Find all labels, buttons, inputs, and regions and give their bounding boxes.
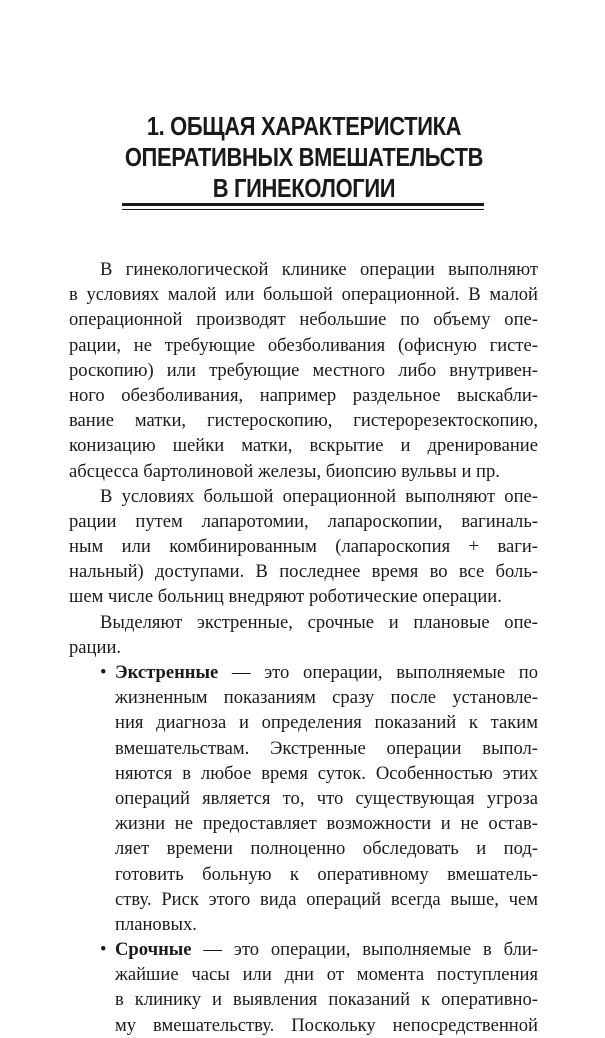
urgent-line: в клинику и выявления показаний к оперативно- xyxy=(115,989,538,1011)
emergency-line: няются в любое время суток. Особенностью этих xyxy=(115,762,538,784)
bullet-icon: • xyxy=(100,662,107,683)
heading-line-3: В ГИНЕКОЛОГИИ xyxy=(212,175,396,203)
list-item-urgent xyxy=(69,937,538,962)
paragraph1-line: вание матки, гистероскопию, гистерорезектоскопию, xyxy=(69,410,538,432)
paragraph1-line: конизацию шейки матки, вскрытие и дренирование xyxy=(69,435,538,457)
emergency-line: готовить больную к оперативному вмешатель- xyxy=(115,863,538,885)
paragraph2-line: рации путем лапаротомии, лапароскопии, вагиналь- xyxy=(69,510,538,532)
paragraph3-line: рации. xyxy=(69,636,122,658)
emergency-line: ния диагноза и определения показаний к таким xyxy=(115,712,538,734)
emergency-line: операций является то, что существующая угроза xyxy=(115,787,538,809)
urgent-first-line-rest: — это операции, выполняемые в бли- xyxy=(191,939,538,961)
paragraph2-line: нальный) доступами. В последнее время во все боль- xyxy=(69,561,538,583)
emergency-line: жизненным показаниям сразу после установле- xyxy=(115,687,538,709)
emergency-line: ству. Риск этого вида операций всегда выше, чем xyxy=(115,888,538,910)
urgent-line: му вмешательству. Поскольку непосредственной xyxy=(115,1014,538,1036)
paragraph1-line: операционной производят небольшие по объему опе- xyxy=(69,309,538,331)
paragraph1-line: ного обезболивания, например раздельное выскабли- xyxy=(69,384,538,406)
chapter-heading xyxy=(96,112,512,205)
paragraph1-line: В гинекологической клинике операции выполняют xyxy=(100,259,538,280)
urgent-line: жайшие часы или дни от момента поступления xyxy=(115,964,538,986)
heading-line-2: ОПЕРАТИВНЫХ ВМЕШАТЕЛЬСТВ xyxy=(124,144,484,172)
paragraph3-line: Выделяют экстренные, срочные и плановые опе- xyxy=(100,611,538,633)
paragraph1-line: рации, не требующие обезболивания (офисную гисте- xyxy=(69,334,538,356)
emergency-line: вмешательствам. Экстренные операции выпол- xyxy=(115,737,538,759)
heading-line-1: 1. ОБЩАЯ ХАРАКТЕРИСТИКА xyxy=(146,113,462,141)
term-emergency: Экстренные xyxy=(115,662,219,683)
emergency-line: плановых. xyxy=(115,913,197,935)
paragraph1-line: абсцесса бартолиновой железы, биопсию вульвы и пр. xyxy=(69,460,500,482)
paragraph1-line: в условиях малой или большой операционной. В малой xyxy=(69,284,538,306)
paragraph1-line: роскопию) или требующие местного либо внутривен- xyxy=(69,359,538,381)
emergency-line: ляет времени полноценно обследовать и под- xyxy=(115,838,538,860)
paragraph2-line: ным или комбинированным (лапароскопия + ваги- xyxy=(69,536,538,558)
emergency-first-line-rest: — это операции, выполняемые по xyxy=(218,662,538,683)
paragraph2-line: шем числе больниц внедряют роботические операции. xyxy=(69,586,502,608)
body-text xyxy=(69,257,538,1038)
heading-rule-thin xyxy=(122,209,484,210)
term-urgent: Срочные xyxy=(115,939,192,961)
list-item-emergency xyxy=(69,660,538,685)
heading-rule-thick xyxy=(122,203,484,206)
bullet-icon: • xyxy=(100,939,107,961)
emergency-line: жизни не предоставляет возможности и не остав- xyxy=(115,813,538,835)
paragraph2-line: В условиях большой операционной выполняют опе- xyxy=(100,485,538,507)
